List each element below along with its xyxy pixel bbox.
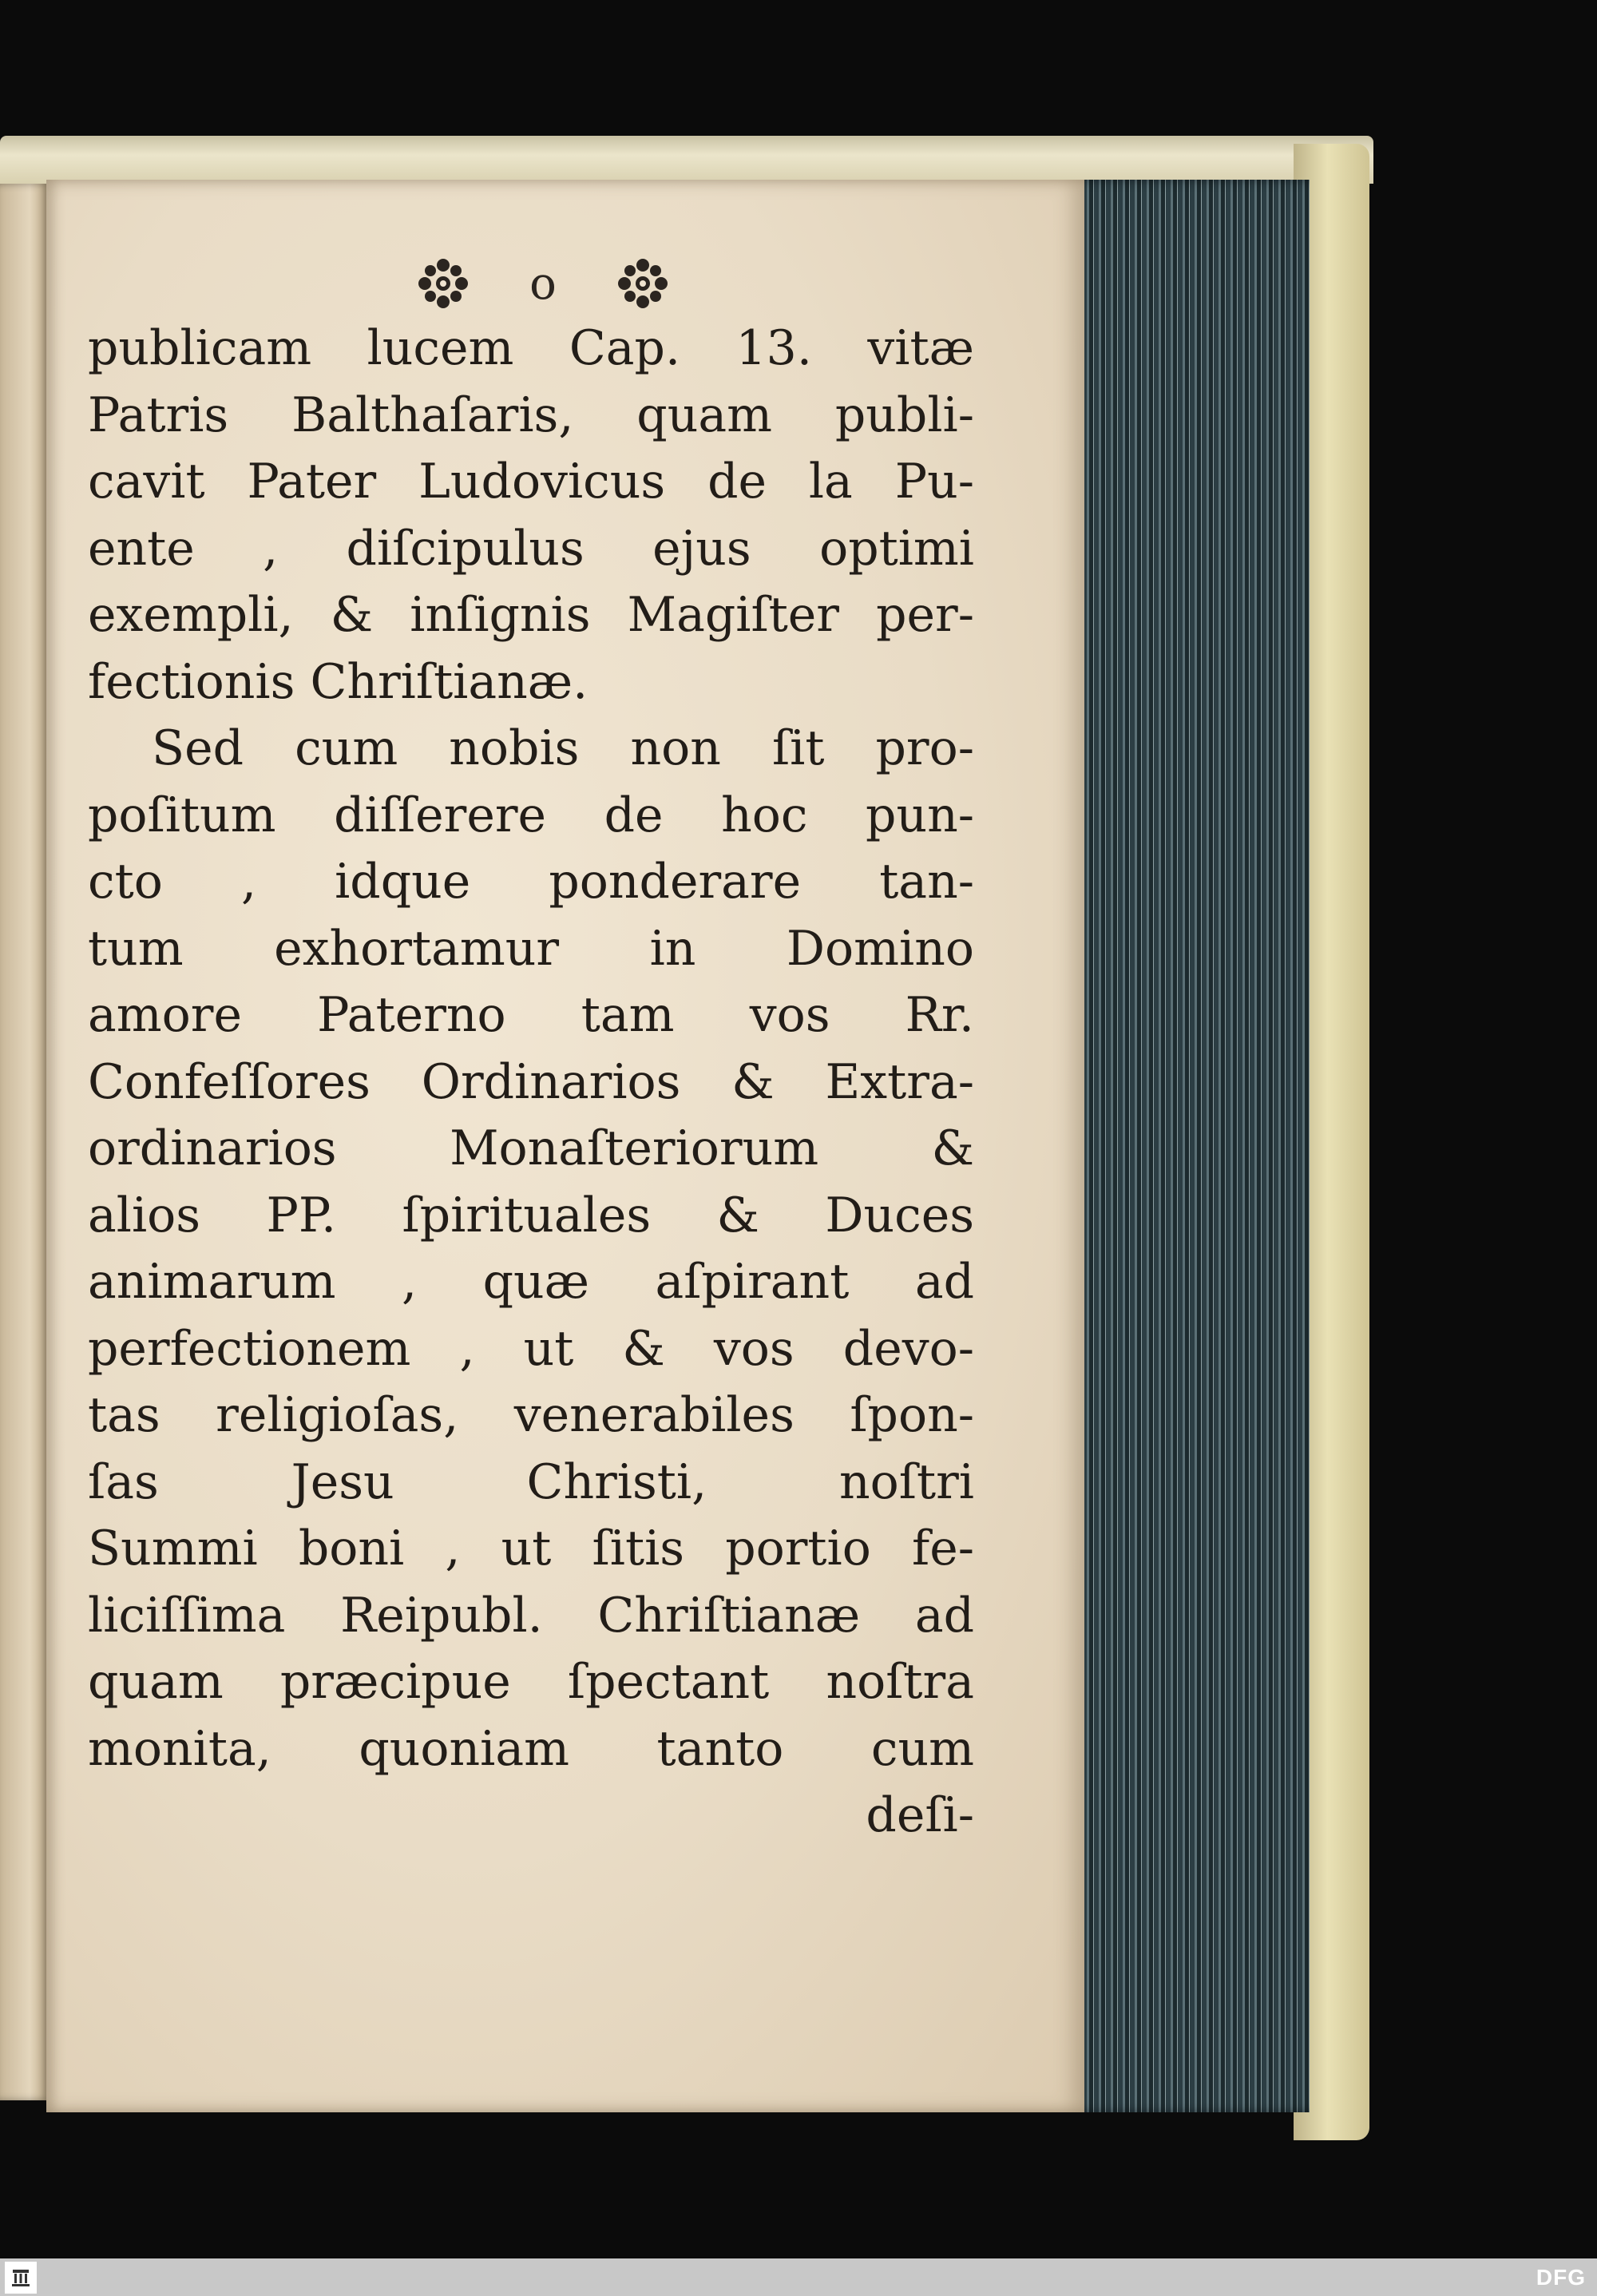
- dfg-logo: DFG: [1536, 2264, 1586, 2290]
- text-line: publicam lucem Cap. 13. vitæ: [88, 320, 974, 376]
- page-header-ornament: [415, 252, 671, 315]
- text-line: amore Paterno tam vos Rr.: [88, 987, 974, 1043]
- text-line: poſitum diſſerere de hoc pun-: [88, 787, 974, 843]
- library-logo-icon: [5, 2262, 37, 2294]
- book-cover-top: [0, 136, 1373, 184]
- catchword: deſi-: [866, 1787, 974, 1843]
- viewer-footer-bar: [0, 2258, 1597, 2296]
- rosette-ornament-icon: [415, 256, 471, 311]
- text-line: exempli, & inſignis Magiſter per-: [88, 587, 974, 643]
- text-line: quam præcipue ſpectant noſtra: [88, 1654, 974, 1710]
- text-line: tum exhortamur in Domino: [88, 920, 974, 977]
- text-line: liciſſima Reipubl. Chriſtianæ ad: [88, 1587, 974, 1644]
- text-line: Sed cum nobis non ſit pro-: [152, 720, 974, 776]
- text-line: tas religioſas, venerabiles ſpon-: [88, 1387, 974, 1443]
- text-line: Patris Balthaſaris, quam publi-: [88, 387, 974, 443]
- page-text: [88, 315, 974, 1850]
- text-line: cto , idque ponderare tan-: [88, 854, 974, 910]
- text-line: fectionis Chriſtianæ.: [88, 653, 588, 710]
- text-line: perfectionem , ut & vos devo-: [88, 1320, 974, 1377]
- previous-page-edge: [0, 184, 50, 2100]
- text-line: animarum , quæ aſpirant ad: [88, 1254, 974, 1310]
- text-line: monita, quoniam tanto cum: [88, 1720, 974, 1777]
- text-line: alios PP. ſpirituales & Duces: [88, 1187, 974, 1243]
- text-line: Confeſſores Ordinarios & Extra-: [88, 1053, 974, 1110]
- text-line: cavit Pater Ludovicus de la Pu-: [88, 454, 974, 510]
- text-line: ente , diſcipulus ejus optimi: [88, 520, 974, 577]
- page-block-edge: [1070, 180, 1310, 2112]
- text-line: ordinarios Monaſteriorum &: [88, 1120, 974, 1176]
- text-line: ſas Jesu Christi, noſtri: [88, 1453, 974, 1510]
- header-ornament-letter: o: [529, 257, 557, 310]
- text-line: Summi boni , ut ſitis portio fe-: [88, 1521, 974, 1576]
- rosette-ornament-icon: [615, 256, 671, 311]
